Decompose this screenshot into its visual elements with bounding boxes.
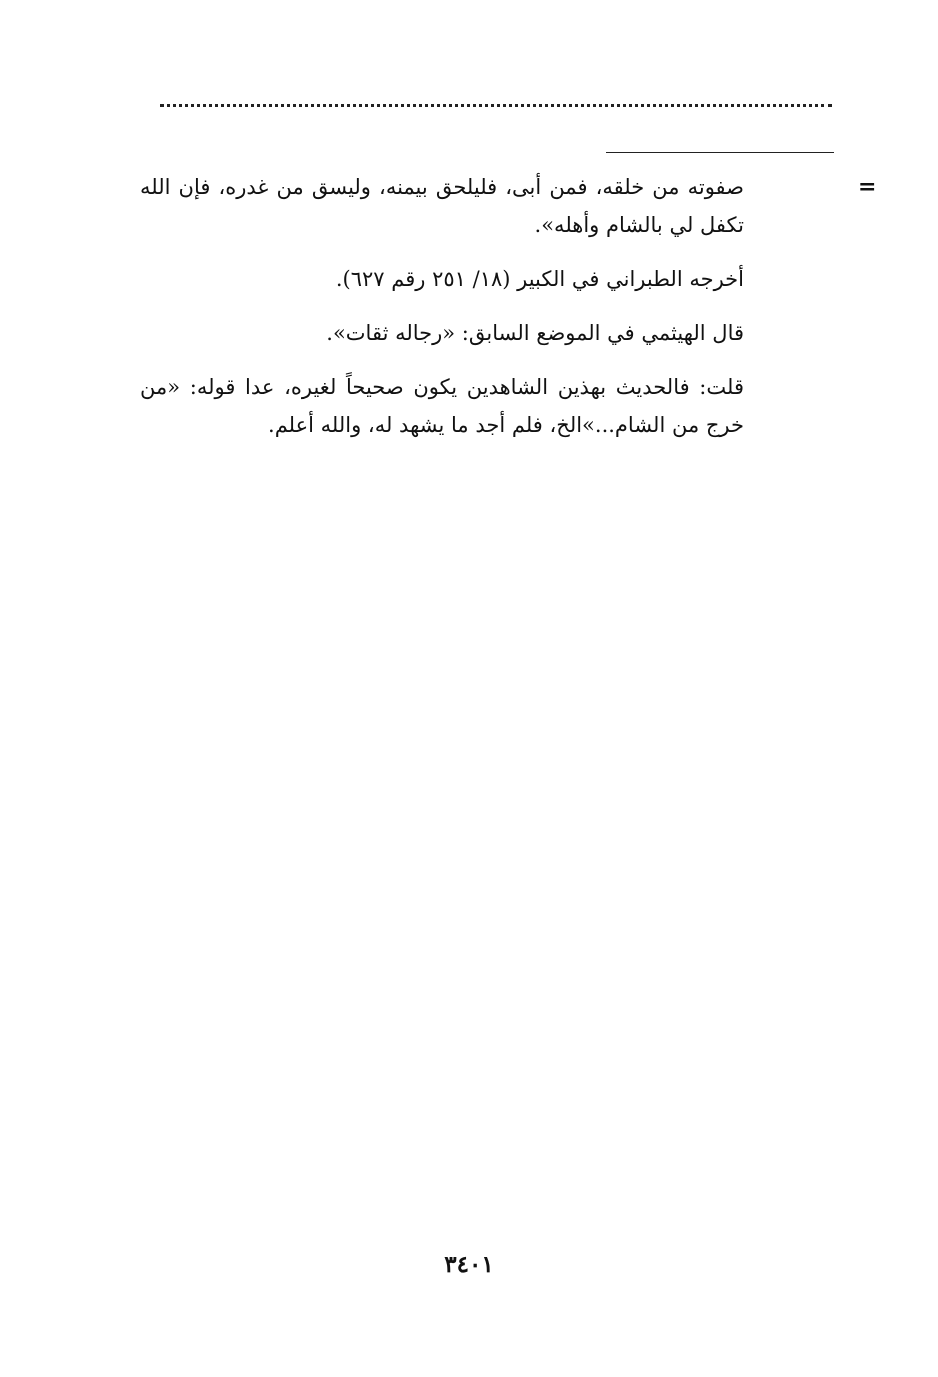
footnote-paragraph-3: قال الهيثمي في الموضع السابق: «رجاله ثقات». [326,321,744,345]
footnote-paragraph-2: أخرجه الطبراني في الكبير (١٨/ ٢٥١ رقم ٦٢٧). [335,267,744,291]
footnote-continuation-mark: = [858,174,877,200]
footnote-paragraph-4: قلت: فالحديث بهذين الشاهدين يكون صحيحاً لغيره، عدا قوله: «من خرج من الشام...»الخ، فلم أجد ما يشهد له، والله أعلم. [140,375,744,437]
footnote-text-block [140,168,744,460]
footnote-paragraph-1: صفوته من خلقه، فمن أبى، فليلحق بيمنه، وليسق من غدره، فإن الله تكفل لي بالشام وأهله». [140,175,744,237]
section-separator-dots [160,104,832,107]
page-number: ٣٤٠١ [444,1251,494,1278]
footnote-separator-line [606,152,834,153]
